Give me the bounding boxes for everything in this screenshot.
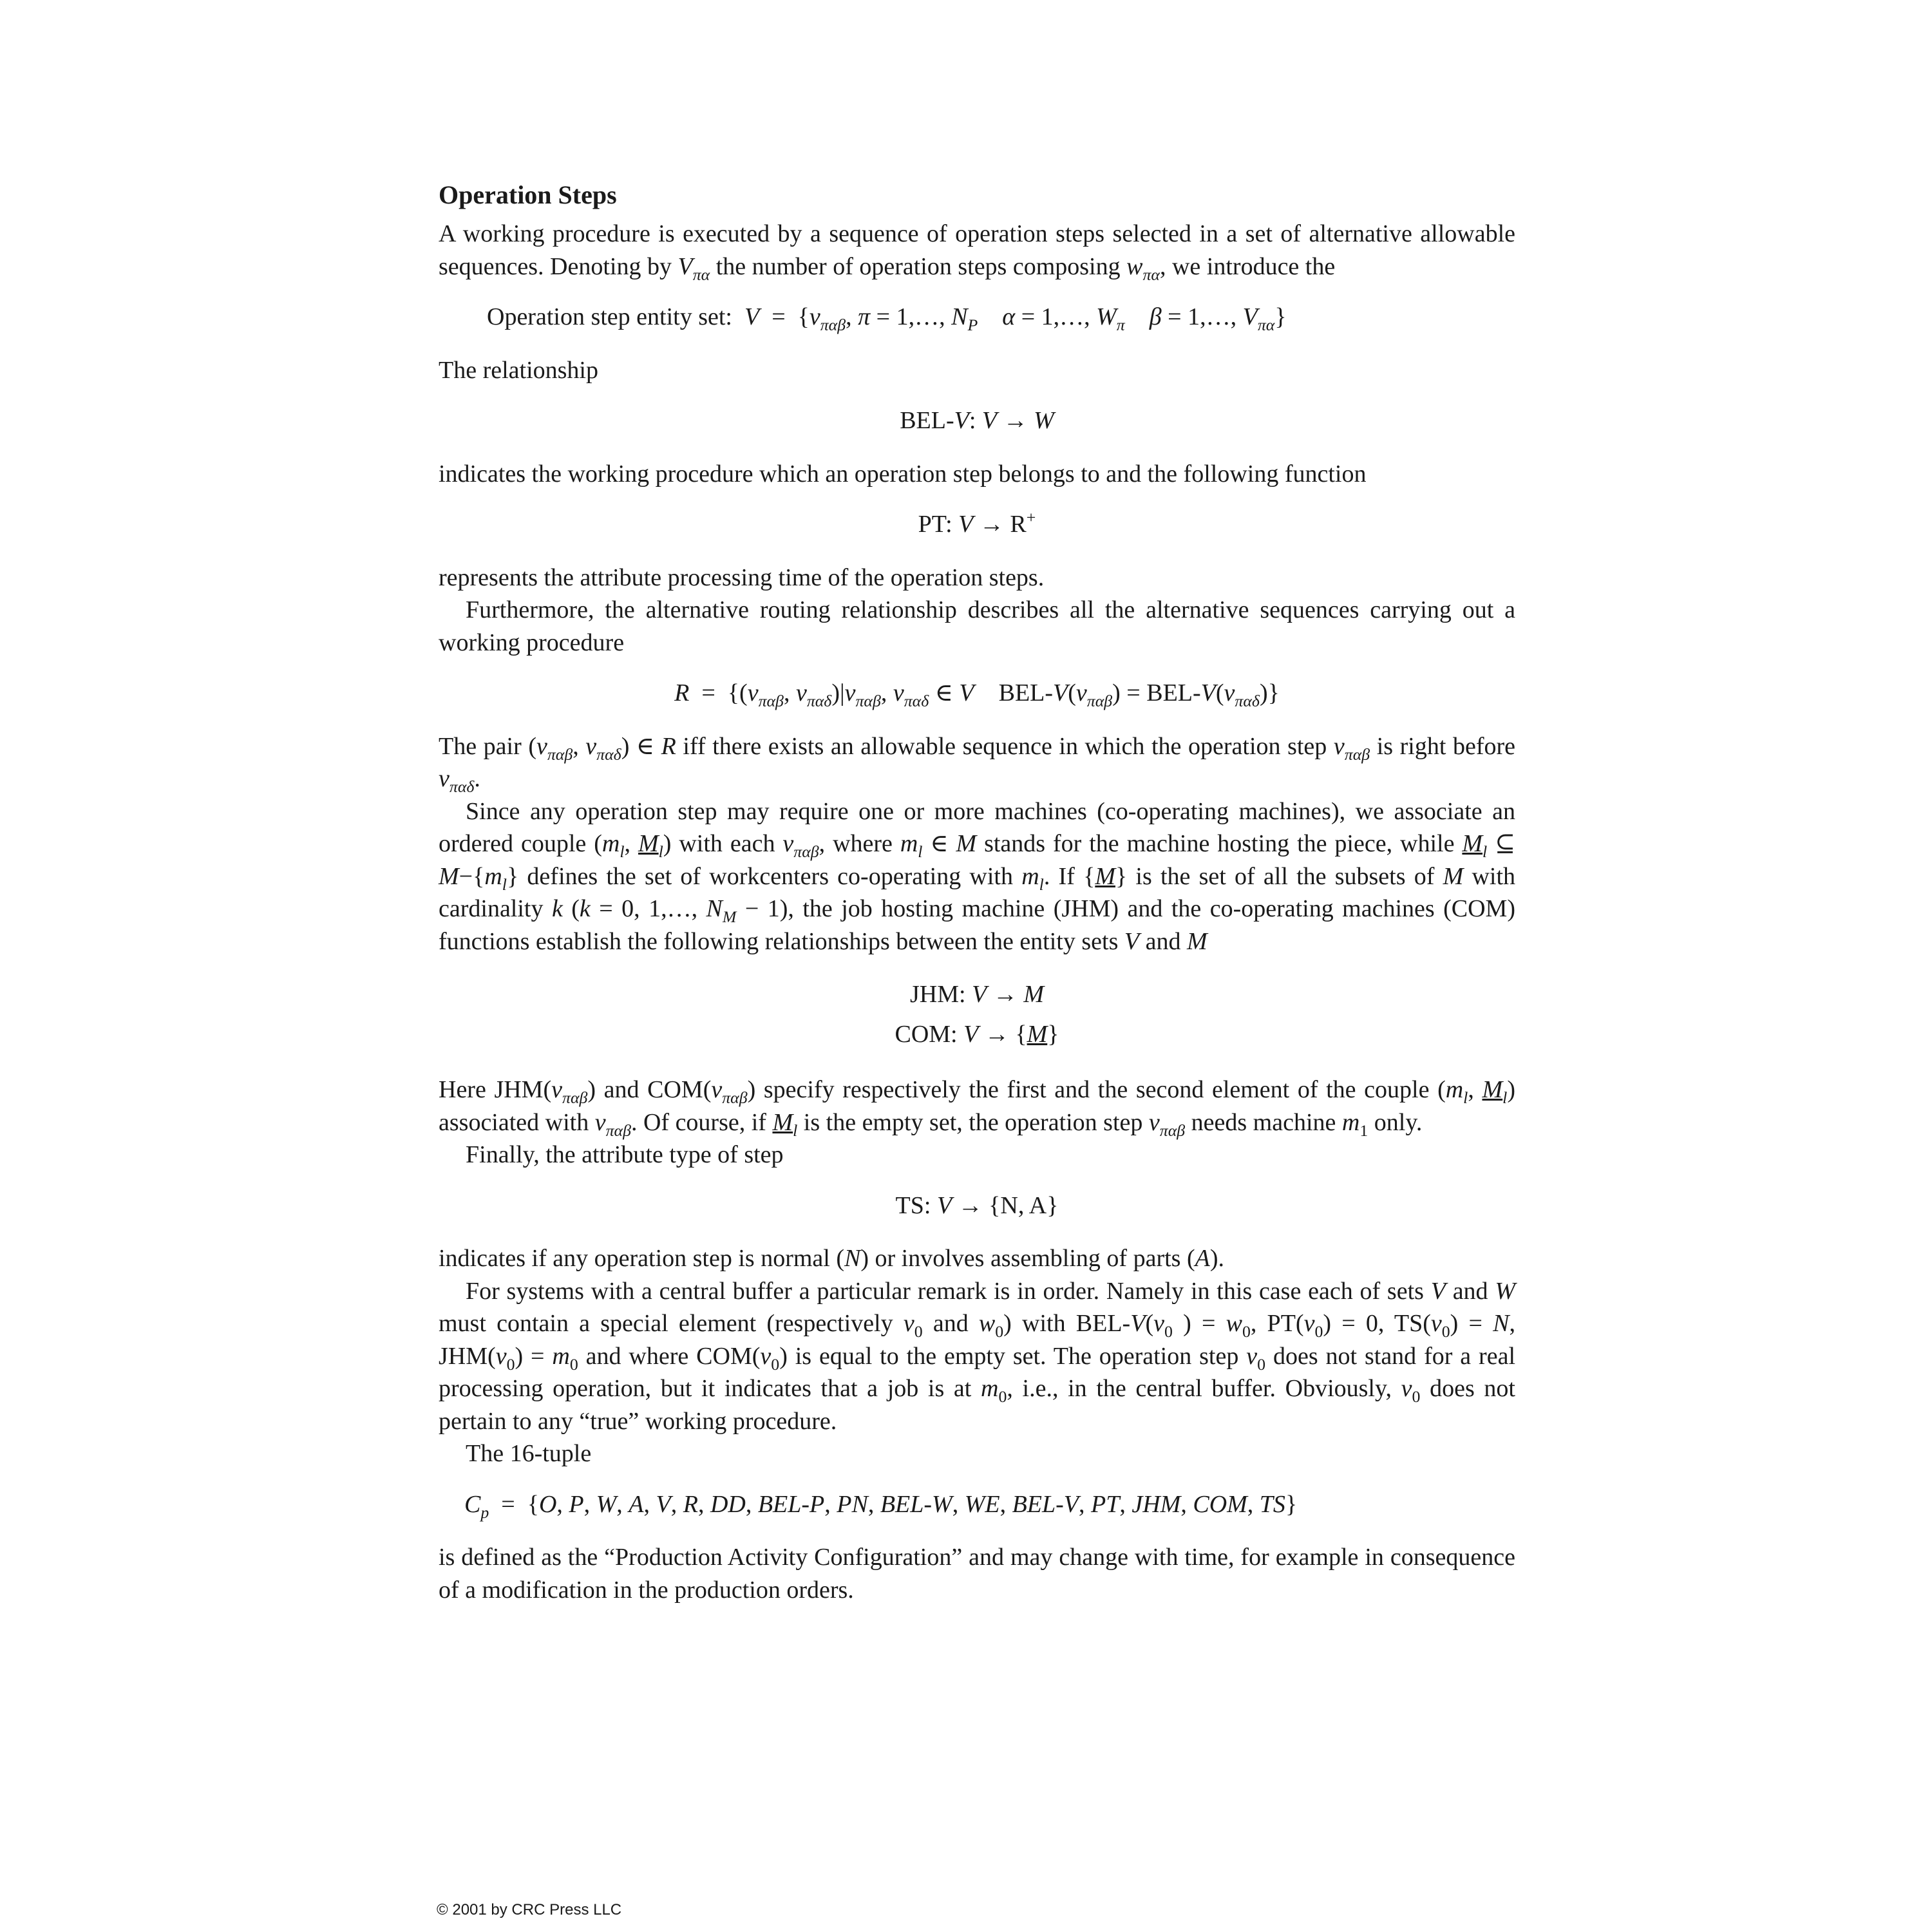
equation-production-activity-configuration: $C_p = \{O$, P, W, A, V, R, DD, BEL-P, PN, BEL-W, WE, BEL-V, PT, JHM, COM, TS} <box>464 1490 1298 1522</box>
copyright-footer: © 2001 by CRC Press LLC <box>437 1901 622 1918</box>
document-page <box>439 174 1515 1606</box>
paragraph-relationship: The relationship <box>439 356 598 384</box>
paragraph-jhm-com: Here $JHM(v_{\pi\alpha\beta})$ and $COM(v_{\pi\alpha\beta})$ specify respectively the first and the second element of the couple ($m_l$, $M_l$) associated with $v_{\pi\alpha\beta}$. Of course, if $M_l$ is the empty set, the operation step $v_{\pi\alpha\beta}$ needs machine $m_1$ only. <box>439 1076 1515 1140</box>
equation-com: COM: V → {M} <box>895 1021 1059 1048</box>
paragraph-normal-assembling: indicates if any operation step is normal (N) or involves assembling of parts (A). <box>439 1245 1224 1272</box>
equation-ts: TS: V → {N, A} <box>895 1191 1059 1219</box>
paragraph-intro: A working procedure is executed by a sequence of operation steps selected in a set of alternative allowable sequences. Denoting by $V_{\pi\alpha}$ the number of operation steps composing $w_{\pi\alpha}$, we introduce the <box>439 220 1515 284</box>
section-heading: Operation Steps <box>439 180 617 209</box>
equation-pt: PT: V → R+ <box>918 507 1036 538</box>
paragraph-processing-time: represents the attribute processing time of the operation steps. <box>439 564 1045 591</box>
paragraph-routing: Furthermore, the alternative routing relationship describes all the alternative sequences carrying out a working procedure <box>439 596 1515 656</box>
paragraph-pair: The pair ($v_{\pi\alpha\beta}$, $v_{\pi\alpha\delta}$) ∈ R iff there exists an allowable sequence in which the operation step $v_{\pi\alpha\beta}$ is right before $v_{\pi\alpha\delta}$. <box>439 732 1516 797</box>
equation-jhm: JHM: V → M <box>910 981 1044 1008</box>
equation-jhm-com <box>439 974 1515 1054</box>
paragraph-type-of-step: Finally, the attribute type of step <box>466 1141 784 1168</box>
equation-routing-relation: $R = \{(v_{\pi\alpha\beta}$, $v_{\pi\alpha\delta})|v_{\pi\alpha\beta}$, $v_{\pi\alpha\delta}$ ∈ V BEL-$V(v_{\pi\alpha\beta}) = BEL-V(v_{\pi\alpha\delta})$} <box>674 679 1280 711</box>
paragraph-production-activity: is defined as the “Production Activity Configuration” and may change with time, for example in consequence of a modification in the production orders. <box>439 1544 1515 1604</box>
paragraph-16-tuple: The 16-tuple <box>466 1440 592 1467</box>
equation-entity-set: Operation step entity set: $V = \{v_{\pi\alpha\beta}$, π = 1,…, $N_P$ α = 1,…, $W_\pi$ β = 1,…, $V_{\pi\alpha}$} <box>487 303 1287 335</box>
paragraph-central-buffer: For systems with a central buffer a particular remark is in order. Namely in this case each of sets V and W must contain a special element (respectively $v_0$ and $w_0$) with BEL-$V(v_0$ ) = $w_0$, $PT(v_0) = 0$, $TS(v_0) = N$, $JHM(v_0) = m_0$ and where $COM(v_0)$ is equal to the empty set. The operation step $v_0$ does not stand for a real processing operation, but it indicates that a job is at $m_0$, i.e., in the central buffer. Obviously, $v_0$ does not pertain to any “true” working procedure. <box>439 1277 1516 1435</box>
paragraph-working-procedure: indicates the working procedure which an operation step belongs to and the following function <box>439 460 1367 488</box>
equation-bel-v: BEL-V: V → W <box>900 407 1054 434</box>
paragraph-machines: Since any operation step may require one or more machines (co-operating machines), we associate an ordered couple ($m_l$, $M_l$) with each $v_{\pi\alpha\beta}$, where $m_l$ ∈ M stands for the machine hosting the piece, while $M_l$ ⊆ $M-\{m_l\}$ defines the set of workcenters co-operating with $m_l$. If {M} is the set of all the subsets of M with cardinality k (k = 0, 1,…, $N_M - 1$), the job hosting machine (JHM) and the co-operating machines (COM) functions establish the following relationships between the entity sets V and M <box>439 797 1516 955</box>
